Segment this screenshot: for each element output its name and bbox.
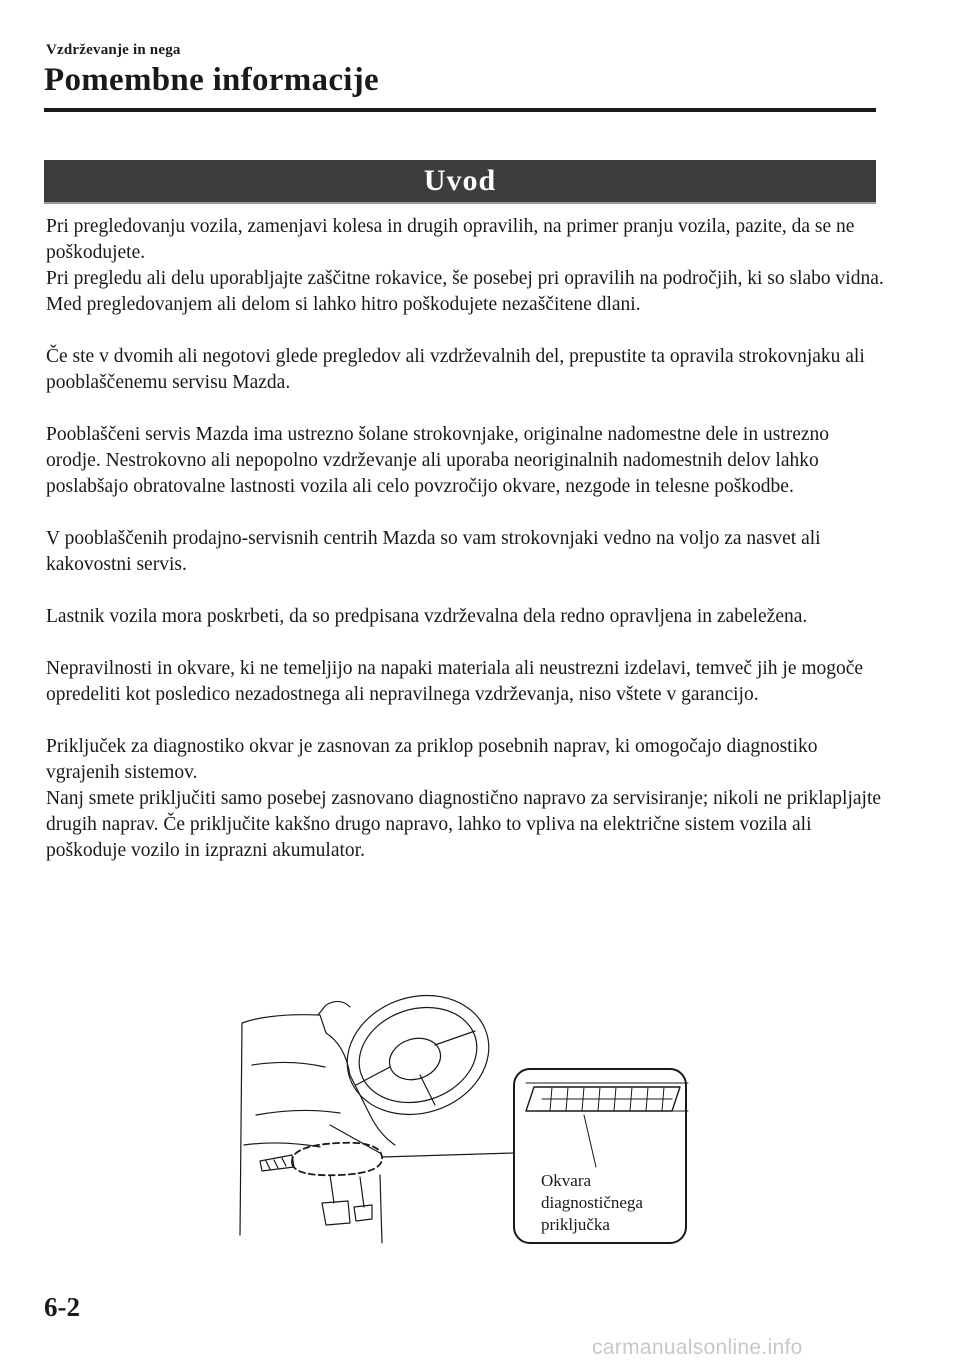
paragraph-service-centers: V pooblaščenih prodajno-servisnih centrih Mazda so vam strokovnjaki vedno na voljo za nasvet ali kakovostni servis. — [46, 528, 821, 575]
pedals-icon — [322, 1175, 382, 1243]
paragraph-diagnostic-connector: Priključek za diagnostiko okvar je zasnovan za priklop posebnih naprav, ki omogočajo diagnostiko vgrajenih sistemov. Nanj smete priključiti samo posebej zasnovano diagnostično napravo za servisiranje; nikoli ne priklapljajte drugih naprav. Če priključite kakšno drugo napravo, lahko to vpliva na električne sistem vozila ali poškoduje vozilo in izprazni akumulator. — [46, 736, 882, 861]
paragraph-gloves: Pri pregledovanju vozila, zamenjavi kolesa in drugih opravilih, na primer pranju vozila, pazite, da se ne poškodujete. Pri pregledu ali delu uporabljajte zaščitne rokavice, še posebej pri opravilih na področjih, ki so slabo vidna. Med pregledovanjem ali delom si lahko hitro poškodujete nezaščitene dlani. — [46, 216, 884, 315]
page-title: Pomembne informacije — [44, 62, 379, 98]
paragraph-owner-duty: Lastnik vozila mora poskrbeti, da so predpisana vzdrževalna dela redno opravljena in zabeležena. — [46, 606, 808, 627]
steering-wheel-icon — [332, 978, 505, 1133]
title-divider — [44, 108, 876, 112]
callout-label-line: diagnostičnega — [541, 1193, 643, 1212]
page-number: 6-2 — [44, 1292, 80, 1322]
breadcrumb: Vzdrževanje in nega — [46, 42, 181, 58]
diagnostic-connector-icon — [526, 1083, 688, 1111]
paragraph-doubts: Če ste v dvomih ali negotovi glede pregledov ali vzdrževalnih del, prepustite ta opravila strokovnjaku ali pooblaščenemu servisu Mazda. — [46, 346, 865, 393]
section-heading: Uvod — [423, 164, 497, 197]
paragraph-warranty: Nepravilnosti in okvare, ki ne temeljijo na napaki materiala ali neustrezni izdelavi, temveč jih je mogoče opredeliti kot posledico nezadostnega ali nepravilnega vzdrževanja, niso vštete v garancijo. — [46, 658, 864, 705]
section-heading-banner — [44, 160, 876, 204]
body-text — [46, 214, 886, 890]
steering-column-icon — [318, 1001, 395, 1153]
watermark: carmanualsonline.info — [592, 1336, 803, 1359]
paragraph-authorized-service: Pooblaščeni servis Mazda ima ustrezno šolane strokovnjake, originalne nadomestne dele in ustrezno orodje. Nestrokovno ali nepopolno vzdrževanje ali uporaba neoriginalnih nadomestnih delov lahko poslabšajo obratovalne lastnosti vozila ali celo povzročijo okvare, nezgode in telesne poškodbe. — [46, 424, 830, 497]
connector-highlight — [292, 1143, 382, 1175]
callout-label — [541, 1170, 681, 1236]
callout-label-line: priključka — [541, 1215, 610, 1234]
callout-leader-line — [382, 1153, 514, 1157]
callout-label-line: Okvara — [541, 1171, 592, 1190]
